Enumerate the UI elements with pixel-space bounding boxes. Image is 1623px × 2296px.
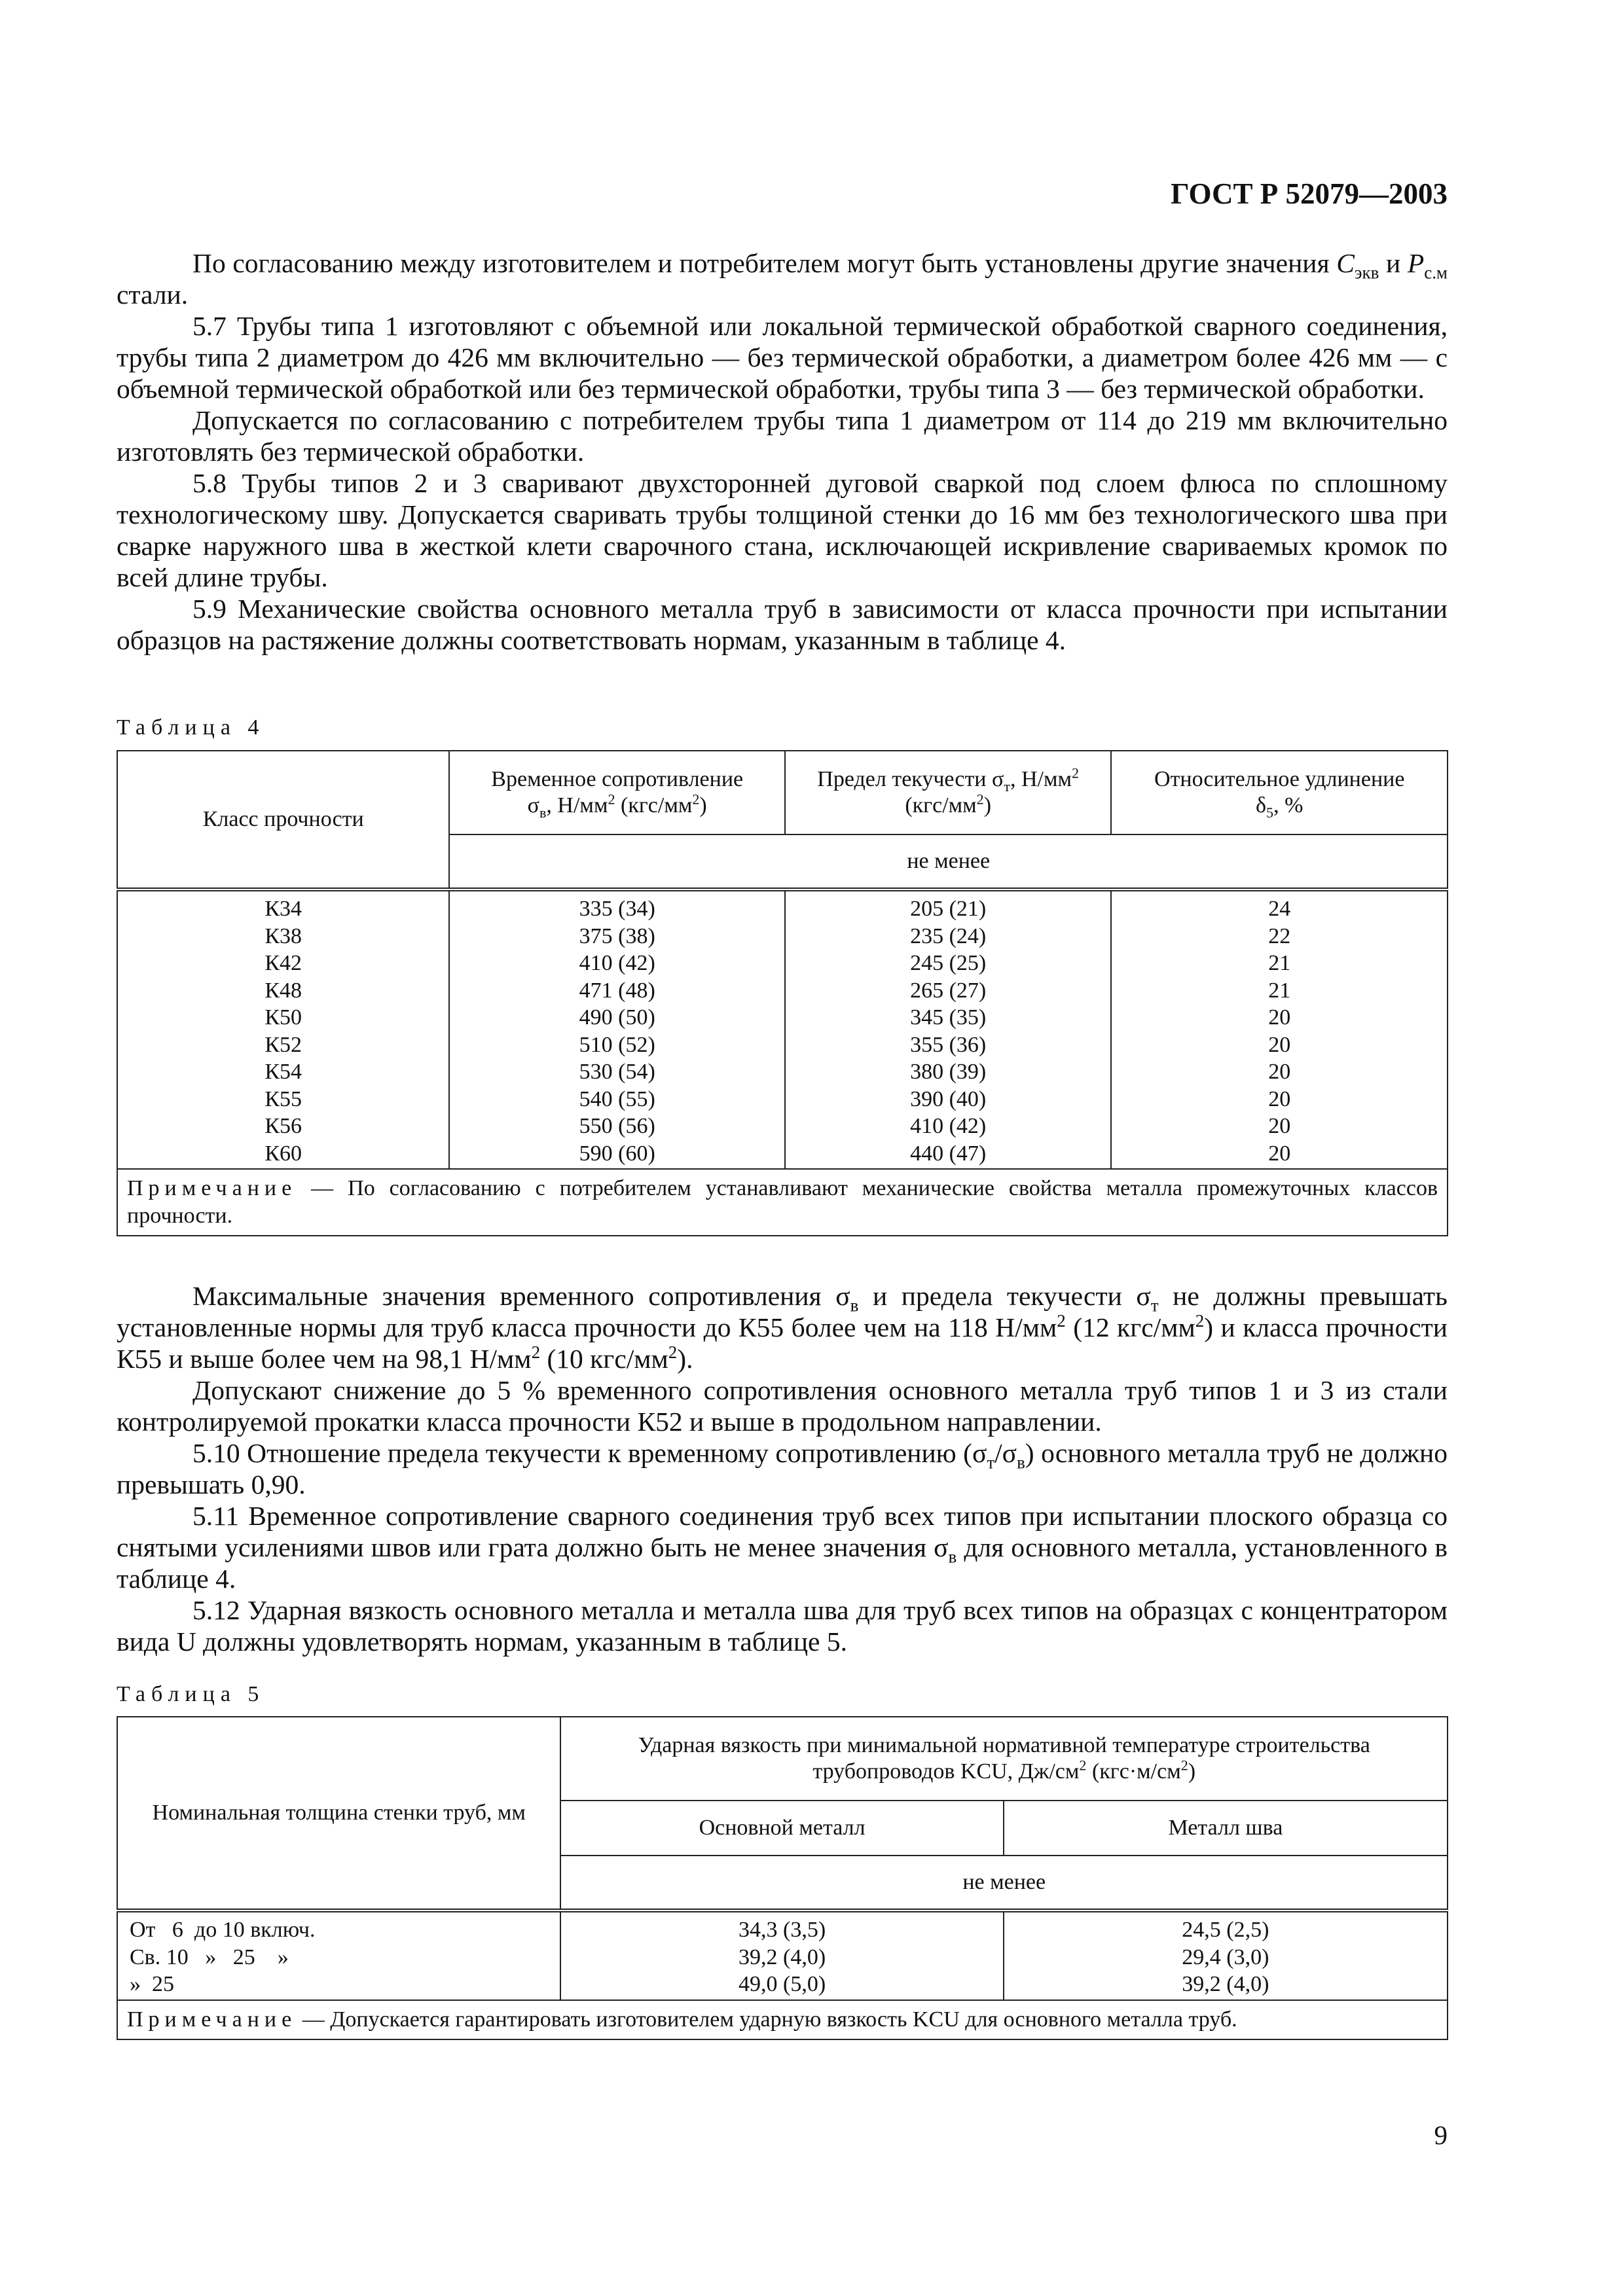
strength-class-cell: К38 (264, 924, 302, 948)
paragraph: Допускают снижение до 5 % временного сопротивления основного металла труб типов 1 и 3 из стали контролируемой прокатки класса прочности К52 и выше в продольном направлении. (117, 1375, 1448, 1437)
header-impact: Ударная вязкость при минимальной нормативной температуре строительства трубопроводов KCU, $Дж/см^2$ $(кгс\cdot м/см^2)$ (560, 1717, 1448, 1801)
table5-note: Примечание — Допускается гарантировать изготовителем ударную вязкость KCU для основного металла труб. (117, 2000, 1448, 2039)
column-yield (785, 889, 1111, 1169)
tensile-cell: 335 (34) (579, 897, 655, 921)
table5-label: Таблица 5 (117, 1682, 265, 1706)
elongation-cell: 24 (1268, 897, 1291, 921)
thickness-cell: » 25 (130, 1972, 174, 1996)
paragraph: По согласованию между изготовителем и потребителем могут быть установлены другие значения $С_{экв}$ и $Р_{с.м}$ стали. (117, 248, 1448, 310)
body-upper (117, 247, 1448, 656)
elongation-cell: 20 (1268, 1060, 1291, 1084)
tensile-cell: 471 (48) (579, 978, 655, 1003)
tensile-cell: 510 (52) (579, 1032, 655, 1057)
strength-class-cell: К34 (264, 897, 302, 921)
base-metal-cell: 39,2 (4,0) (739, 1945, 826, 1969)
yield-cell: 265 (27) (910, 978, 987, 1003)
column-weld (1004, 1910, 1448, 2000)
table-4 (117, 750, 1448, 1236)
header-thickness: Номинальная толщина стенки труб, мм (117, 1717, 560, 1910)
yield-cell: 355 (36) (910, 1032, 987, 1057)
thickness-cell: Св. 10 » 25 » (130, 1945, 289, 1969)
paragraph-5-11: 5.11 Временное сопротивление сварного соединения труб всех типов при испытании плоского образца со снятыми усилениями швов или грата должно быть не менее значения $\sigma_в$ для основного металла, установленного в таблице 4. (117, 1501, 1448, 1594)
header-elongation: Относительное удлинение $\delta_5$, % (1111, 751, 1448, 834)
table-5 (117, 1716, 1448, 2040)
paragraph-5-10: 5.10 Отношение предела текучести к временному сопротивлению $(\sigma_т/\sigma_в)$ основного металла труб не должно превышать 0,90. (117, 1438, 1448, 1499)
yield-cell: 390 (40) (910, 1086, 987, 1111)
column-elongation (1111, 889, 1448, 1169)
column-tensile (449, 889, 785, 1169)
elongation-cell: 20 (1268, 1141, 1291, 1166)
yield-cell: 440 (47) (910, 1141, 987, 1166)
paragraph: Максимальные значения временного сопротивления $\sigma_в$ и предела текучести $\sigma_т$ не должны превышать установленные нормы для труб класса прочности до К55 более чем на 118 $Н/мм^2$ (12 кгс/$мм^2$) и класса прочности К55 и выше более чем на 98,1 $Н/мм^2$ (10 кгс/$мм^2$). (117, 1281, 1448, 1374)
weld-metal-cell: 39,2 (4,0) (1182, 1972, 1269, 1996)
yield-cell: 235 (24) (910, 924, 987, 948)
yield-cell: 410 (42) (910, 1114, 987, 1138)
paragraph-5-12: 5.12 Ударная вязкость основного металла и металла шва для труб всех типов на образцах с концентратором вида U должны удовлетворять нормам, указанным в таблице 5. (117, 1595, 1448, 1657)
header-tensile: Временное сопротивление $\sigma_в$, $Н/мм^2$ $(кгс/мм^2)$ (449, 751, 785, 834)
paragraph-5-9: 5.9 Механические свойства основного металла труб в зависимости от класса прочности при испытании образцов на растяжение должны соответствовать нормам, указанным в таблице 4. (117, 594, 1448, 655)
paragraph-5-7: 5.7 Трубы типа 1 изготовляют с объемной или локальной термической обработкой сварного соединения, трубы типа 2 диаметром до 426 мм включительно — без термической обработки, а диаметром более 426 мм — с объемной термической обработкой или без термической обработки, трубы типа 3 — без термической обработки. (117, 311, 1448, 404)
column-classes (117, 889, 449, 1169)
tensile-cell: 410 (42) (579, 951, 655, 975)
body-middle (117, 1280, 1448, 1657)
paragraph: Допускается по согласованию с потребителем трубы типа 1 диаметром от 114 до 219 мм включительно изготовлять без термической обработки. (117, 405, 1448, 467)
header-weld-metal: Металл шва (1004, 1801, 1448, 1856)
elongation-cell: 20 (1268, 1032, 1291, 1057)
elongation-cell: 21 (1268, 951, 1291, 975)
yield-cell: 380 (39) (910, 1060, 987, 1084)
column-thickness (117, 1910, 560, 2000)
yield-cell: 205 (21) (910, 897, 987, 921)
paragraph-5-8: 5.8 Трубы типов 2 и 3 сваривают двухсторонней дуговой сваркой под слоем флюса по сплошному технологическому шву. Допускается сваривать трубы толщиной стенки до 16 мм без технологического шва при сварке наружного шва в жесткой клети сварочного стана, исключающей искривление свариваемых кромок по всей длине трубы. (117, 468, 1448, 592)
elongation-cell: 20 (1268, 1114, 1291, 1138)
strength-class-cell: К56 (264, 1114, 302, 1138)
header-base-metal: Основной металл (560, 1801, 1003, 1856)
tensile-cell: 550 (56) (579, 1114, 655, 1138)
strength-class-cell: К54 (264, 1060, 302, 1084)
strength-class-cell: К50 (264, 1005, 302, 1030)
yield-cell: 345 (35) (910, 1005, 987, 1030)
column-base (560, 1910, 1003, 2000)
header-yield: Предел текучести $\sigma_т$, $Н/мм^2$ $(кгс/мм^2)$ (785, 751, 1111, 834)
table4-label: Таблица 4 (117, 715, 265, 740)
tensile-cell: 590 (60) (579, 1141, 655, 1166)
tensile-cell: 375 (38) (579, 924, 655, 948)
strength-class-cell: К42 (264, 951, 302, 975)
thickness-cell: От 6 до 10 включ. (130, 1918, 316, 1942)
base-metal-cell: 49,0 (5,0) (739, 1972, 826, 1996)
tensile-cell: 490 (50) (579, 1005, 655, 1030)
tensile-cell: 540 (55) (579, 1086, 655, 1111)
elongation-cell: 22 (1268, 924, 1291, 948)
min-label: не менее (449, 834, 1448, 889)
yield-cell: 245 (25) (910, 951, 987, 975)
strength-class-cell: К55 (264, 1086, 302, 1111)
base-metal-cell: 34,3 (3,5) (739, 1918, 826, 1942)
min-label: не менее (560, 1856, 1448, 1910)
strength-class-cell: К48 (264, 978, 302, 1003)
document-code: ГОСТ Р 52079—2003 (1170, 177, 1448, 210)
elongation-cell: 21 (1268, 978, 1291, 1003)
weld-metal-cell: 29,4 (3,0) (1182, 1945, 1269, 1969)
table4-note: Примечание — По согласованию с потребителем устанавливают механические свойства металла промежуточных классов прочности. (117, 1169, 1448, 1236)
tensile-cell: 530 (54) (579, 1060, 655, 1084)
weld-metal-cell: 24,5 (2,5) (1182, 1918, 1269, 1942)
header-strength-class: Класс прочности (117, 751, 449, 889)
strength-class-cell: К60 (264, 1141, 302, 1166)
elongation-cell: 20 (1268, 1086, 1291, 1111)
page-number: 9 (1434, 2120, 1448, 2150)
strength-class-cell: К52 (264, 1032, 302, 1057)
elongation-cell: 20 (1268, 1005, 1291, 1030)
